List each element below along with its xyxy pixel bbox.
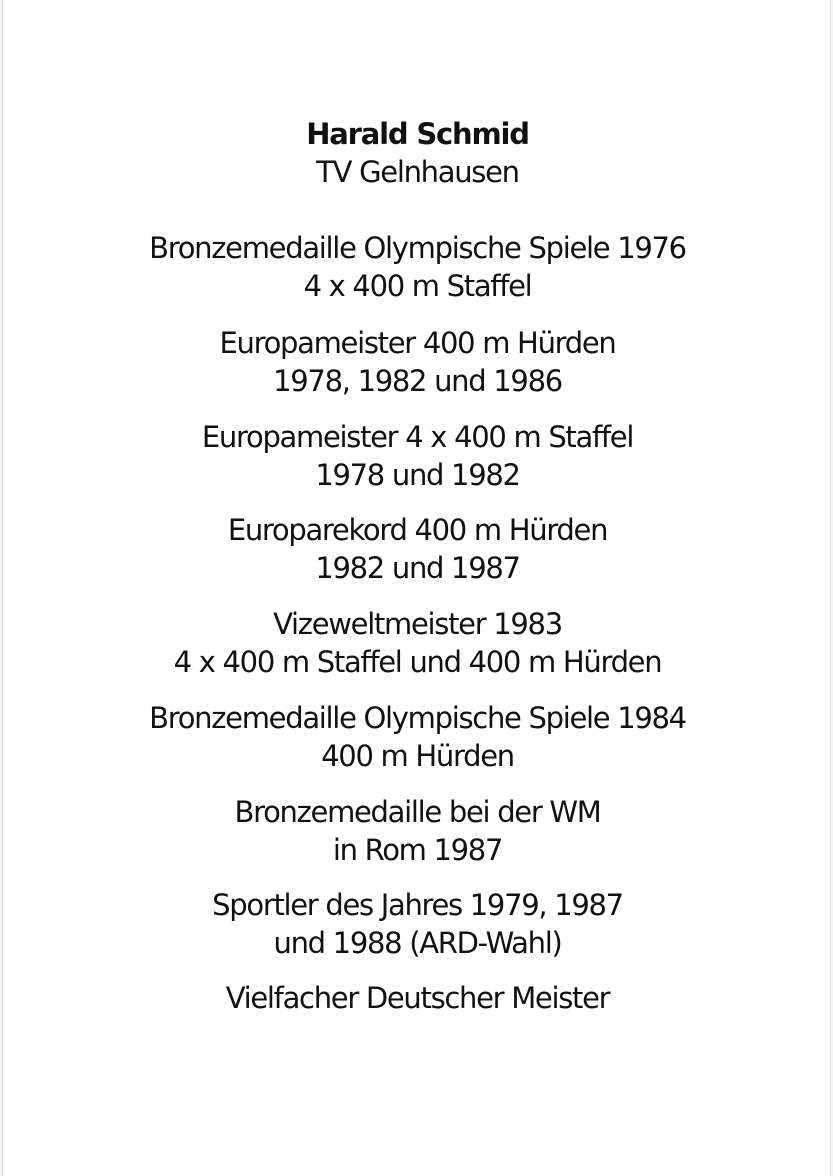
achievement-detail: 1982 und 1987 xyxy=(315,551,520,585)
achievement-item xyxy=(3,605,832,681)
achievement-title: Vielfacher Deutscher Meister xyxy=(225,981,610,1015)
athlete-name: Harald Schmid xyxy=(306,117,529,151)
achievement-detail: und 1988 (ARD-Wahl) xyxy=(273,926,562,960)
achievement-title: Sportler des Jahres 1979, 1987 xyxy=(212,888,623,922)
header-block xyxy=(3,115,832,191)
achievement-item xyxy=(3,793,832,869)
achievement-item xyxy=(3,699,832,775)
achievement-title: Bronzemedaille Olympische Spiele 1984 xyxy=(149,701,686,735)
achievement-detail: in Rom 1987 xyxy=(332,833,503,867)
achievement-detail: 4 x 400 m Staffel xyxy=(303,269,532,303)
achievement-title: Bronzemedaille Olympische Spiele 1976 xyxy=(149,231,686,265)
achievement-item xyxy=(3,418,832,494)
achievement-item xyxy=(3,886,832,962)
achievement-title: Europarekord 400 m Hürden xyxy=(227,513,608,547)
autograph-card xyxy=(2,0,831,1176)
club-name: TV Gelnhausen xyxy=(316,155,519,189)
achievement-title: Europameister 4 x 400 m Staffel xyxy=(201,420,634,454)
achievement-detail: 1978 und 1982 xyxy=(315,458,520,492)
achievement-item xyxy=(3,324,832,400)
achievement-title: Vizeweltmeister 1983 xyxy=(273,607,562,641)
achievement-detail: 4 x 400 m Staffel und 400 m Hürden xyxy=(173,645,662,679)
achievement-item xyxy=(3,229,832,305)
achievement-title: Europameister 400 m Hürden xyxy=(219,326,616,360)
achievement-item xyxy=(3,511,832,587)
achievement-detail: 1978, 1982 und 1986 xyxy=(273,364,562,398)
achievement-title: Bronzemedaille bei der WM xyxy=(234,795,601,829)
achievement-item xyxy=(3,979,832,1017)
achievement-detail: 400 m Hürden xyxy=(321,739,514,773)
